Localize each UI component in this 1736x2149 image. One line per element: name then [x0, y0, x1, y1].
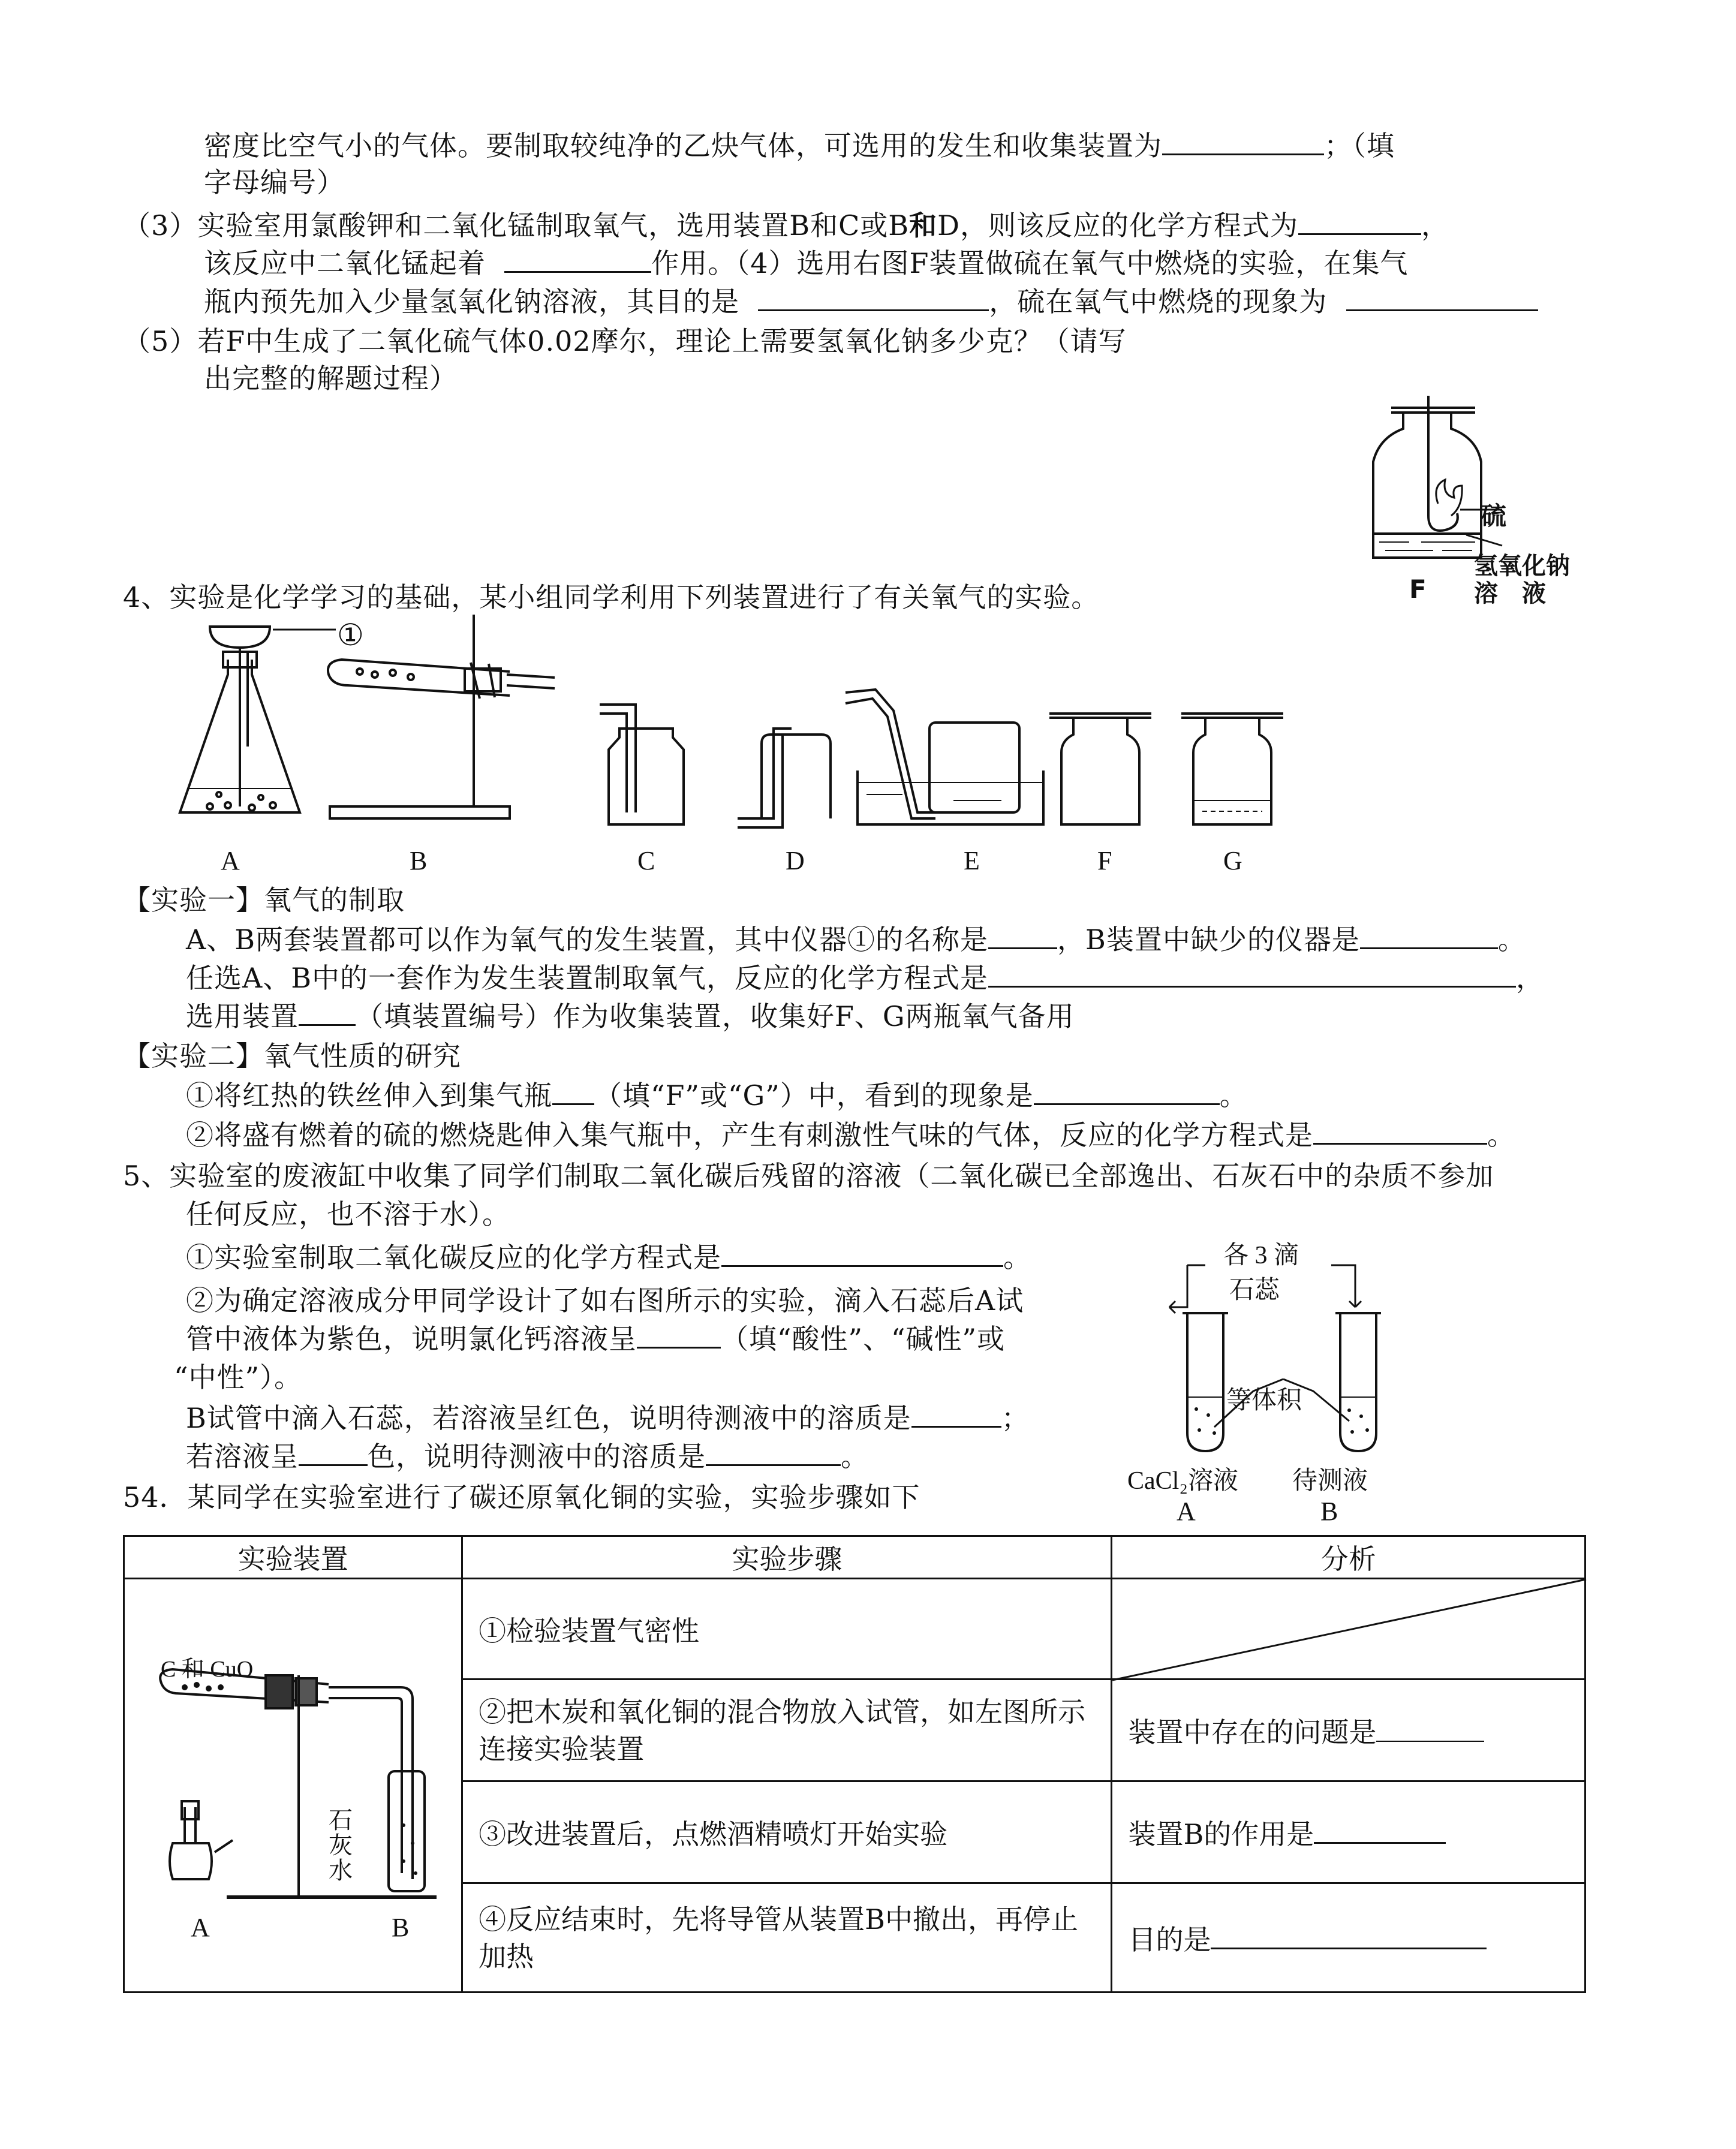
q54-blank-problem[interactable]	[1376, 1714, 1484, 1742]
q4-label-b: B	[410, 846, 428, 875]
q3-blank-device[interactable]	[1162, 127, 1324, 155]
col-header-apparatus: 实验装置	[124, 1536, 462, 1579]
apparatus-g-bottle	[1181, 714, 1283, 824]
q4-label-e: E	[964, 846, 980, 875]
q4-blank-collector[interactable]	[299, 998, 356, 1026]
q4-blank-missing-instrument[interactable]	[1360, 921, 1498, 949]
q5-line1: 5、实验室的废液缸中收集了同学们制取二氧化碳后残留的溶液（二氧化碳已全部逸出、石灰石中的杂质不参加	[123, 1160, 1494, 1192]
q4-exp1-line1: A、B两套装置都可以作为氧气的发生装置，其中仪器①的名称是 ，B装置中缺少的仪器是 。	[186, 921, 1526, 958]
q5-line5: 管中液体为紫色，说明氯化钙溶液呈 （填“酸性”、“碱性”或	[186, 1320, 1005, 1358]
q3-line6: （5）若F中生成了二氧化硫气体0.02摩尔，理论上需要氢氧化钠多少克？（请写	[123, 325, 1127, 357]
q4-blank-iron-phenomenon[interactable]	[1034, 1077, 1220, 1105]
q3-line4: 该反应中二氧化锰起着 作用。（4）选用右图F装置做硫在氧气中燃烧的实验，在集气	[204, 245, 1408, 282]
q5-fig-label-a: A	[1177, 1497, 1196, 1526]
q4-label-c: C	[637, 846, 655, 875]
q4-blank-sulfur-equation[interactable]	[1313, 1116, 1487, 1145]
q5-blank-co2-equation[interactable]	[721, 1239, 1003, 1267]
q4-label-g: G	[1223, 846, 1242, 875]
step-2: ②把木炭和氧化铜的混合物放入试管，如左图所示连接实验装置	[462, 1680, 1112, 1781]
diagonal-slash	[1112, 1579, 1586, 1680]
col-header-analysis: 分析	[1112, 1536, 1585, 1579]
apparatus-limewater-label-1: 石	[329, 1807, 353, 1834]
q4-blank-bottle[interactable]	[552, 1077, 594, 1105]
q5-blank-solute[interactable]	[706, 1438, 841, 1466]
q5-blank-red-solute[interactable]	[911, 1399, 1001, 1428]
apparatus-limewater-label-2: 灰	[329, 1832, 353, 1859]
naoh-solution-hatching	[1379, 542, 1475, 550]
figure-f-naoh-label2: 溶 液	[1474, 580, 1546, 607]
q5-line3: ①实验室制取二氧化碳反应的化学方程式是 。	[186, 1239, 1031, 1276]
q3-line7: 出完整的解题过程）	[204, 362, 458, 395]
q4-label-f: F	[1097, 846, 1112, 875]
q5-fig-drops-label: 各 3 滴	[1223, 1242, 1299, 1269]
q3-blank-mno2-role[interactable]	[504, 245, 651, 273]
apparatus-c-bottle	[600, 705, 684, 824]
carbon-reduction-apparatus	[149, 1645, 449, 1909]
q3-line1: 密度比空气小的气体。要制取较纯净的乙炔气体，可选用的发生和收集装置为 ；（填	[204, 127, 1395, 164]
q4-apparatus-figure	[162, 615, 1301, 836]
apparatus-label-b: B	[392, 1913, 410, 1942]
q4-blank-equation[interactable]	[988, 959, 1516, 988]
q5-fig-test-liquid-label: 待测液	[1292, 1467, 1368, 1495]
analysis-3: 装置B的作用是	[1112, 1781, 1585, 1883]
q4-circled-one: ①	[337, 618, 364, 652]
apparatus-e-trough	[846, 690, 1043, 824]
apparatus-a-flask	[180, 627, 336, 812]
q54-experiment-table	[123, 1535, 1586, 1993]
q5-blank-cacl2-property[interactable]	[637, 1320, 721, 1349]
apparatus-cell	[124, 1579, 462, 1993]
apparatus-label-a: A	[191, 1913, 210, 1942]
q4-exp2-line2: ②将盛有燃着的硫的燃烧匙伸入集气瓶中，产生有刺激性气味的气体，反应的化学方程式是 。	[186, 1116, 1515, 1154]
q4-label-d: D	[786, 846, 805, 875]
q3-line5: 瓶内预先加入少量氢氧化钠溶液，其目的是 ，硫在氧气中燃烧的现象为	[204, 283, 1538, 320]
q4-exp2-title: 【实验二】氧气性质的研究	[123, 1040, 461, 1072]
q5-blank-color[interactable]	[299, 1438, 368, 1466]
q4-title: 4、实验是化学学习的基础，某小组同学利用下列装置进行了有关氧气的实验。	[123, 581, 1100, 613]
analysis-1-slashed	[1112, 1579, 1585, 1680]
figure-f-sulfur-label: 硫	[1481, 501, 1507, 531]
q4-blank-instrument-name[interactable]	[988, 921, 1057, 949]
apparatus-f-bottle	[1049, 714, 1151, 824]
figure-f-naoh-label: 氢氧化钠	[1474, 552, 1570, 580]
q5-line7: B试管中滴入石蕊，若溶液呈红色，说明待测液中的溶质是 ；	[186, 1399, 1030, 1437]
step-4: ④反应结束时，先将导管从装置B中撤出，再停止加热	[462, 1883, 1112, 1993]
q5-line6: “中性”）。	[174, 1361, 303, 1393]
step-1: ①检验装置气密性	[462, 1579, 1112, 1680]
q4-label-a: A	[221, 846, 240, 875]
q4-exp2-line1: ①将红热的铁丝伸入到集气瓶 （填“F”或“G”）中，看到的现象是 。	[186, 1077, 1248, 1114]
q54-blank-role-b[interactable]	[1314, 1816, 1446, 1844]
apparatus-limewater-label-3: 水	[329, 1857, 353, 1884]
step-3: ③改进装置后，点燃酒精喷灯开始实验	[462, 1781, 1112, 1883]
col-header-steps: 实验步骤	[462, 1536, 1112, 1579]
analysis-2: 装置中存在的问题是	[1112, 1680, 1585, 1781]
q54-blank-purpose[interactable]	[1211, 1921, 1487, 1949]
q4-exp1-line2: 任选A、B中的一套作为发生装置制取氧气，反应的化学方程式是 ，	[186, 959, 1544, 997]
q5-fig-cacl2-label: CaCl₂溶液	[1127, 1467, 1238, 1495]
q5-line4: ②为确定溶液成分甲同学设计了如右图所示的实验，滴入石蕊后A试	[186, 1284, 1024, 1317]
q4-exp1-line3: 选用装置 （填装置编号）作为收集装置，收集好F、G两瓶氧气备用	[186, 998, 1075, 1035]
q5-line2: 任何反应，也不溶于水）。	[186, 1198, 510, 1230]
figure-f-letter: F	[1409, 574, 1427, 604]
q3-blank-phenomenon[interactable]	[1346, 283, 1538, 311]
q3-blank-purpose[interactable]	[758, 283, 989, 311]
apparatus-d-bottle	[738, 729, 831, 827]
q4-exp1-title: 【实验一】氧气的制取	[123, 884, 405, 916]
q54-title: 54．某同学在实验室进行了碳还原氧化铜的实验，实验步骤如下	[123, 1481, 920, 1513]
q5-fig-label-b: B	[1320, 1497, 1338, 1526]
q3-line3: （3）实验室用氯酸钾和二氧化锰制取氧气，选用装置B和C或B和D，则该反应的化学方程式为 ，	[123, 207, 1449, 244]
q3-line2: 字母编号）	[204, 166, 345, 198]
apparatus-reagent-label: C 和 CuO	[161, 1657, 254, 1682]
q5-line8: 若溶液呈 色，说明待测液中的溶质是 。	[186, 1438, 869, 1475]
q5-fig-litmus-label: 石蕊	[1229, 1277, 1280, 1304]
analysis-4: 目的是	[1112, 1883, 1585, 1993]
q3-blank-equation[interactable]	[1298, 207, 1421, 235]
q5-fig-equal-volume: 等体积	[1226, 1387, 1302, 1414]
